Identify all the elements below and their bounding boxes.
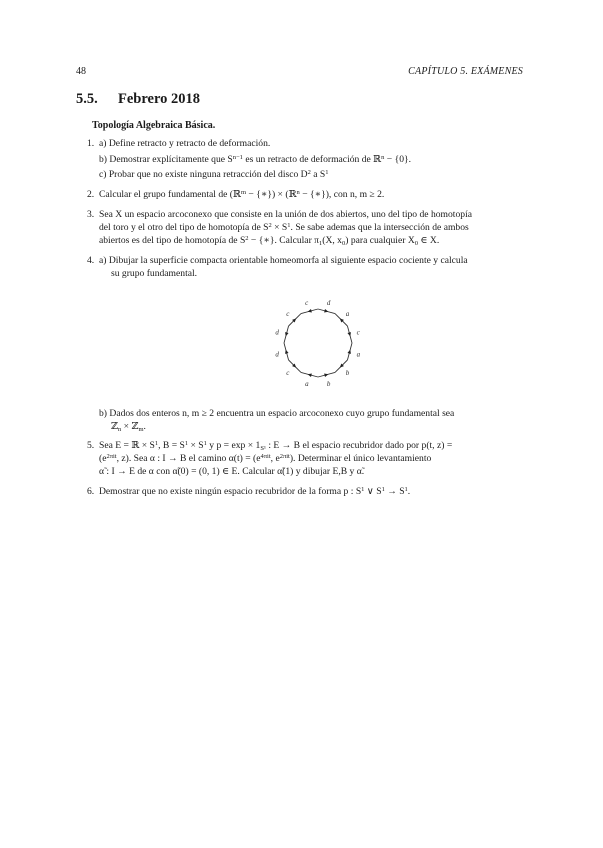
q5-l1a: Sea E = ℝ × S [99, 440, 155, 451]
section-title: Febrero 2018 [118, 91, 201, 107]
q3-l3i: ∈ X. [418, 235, 440, 246]
q1-c-sup2: 1 [325, 169, 329, 176]
q5-line3: α̃ : I → E de α con α̃(0) = (0, 1) ∈ E. Calcular α̃(1) y dibujar E,B y α̃. [99, 466, 365, 477]
q5-l2c: , z). Sea α : I → B el camino α(t) = (e [116, 453, 261, 464]
edge-label: c [286, 309, 290, 318]
q6-number: 6. [87, 486, 95, 497]
edge-label: d [326, 298, 331, 307]
q5-line2 [99, 453, 431, 465]
edge-label: a [305, 380, 309, 388]
q1-b-sup2: n [381, 154, 385, 161]
q5-l2a: (e [99, 453, 107, 464]
chapter-header: CAPÍTULO 5. EXÁMENES [408, 66, 523, 77]
edge-label: a [356, 350, 361, 359]
edge-label: d [275, 350, 279, 359]
q5-l2f: 2πit [279, 453, 290, 460]
q4-b2e: . [143, 421, 146, 432]
section-number: 5.5. [76, 91, 98, 107]
q4-number: 4. [87, 255, 95, 266]
edge-label: c [286, 369, 290, 378]
q3-l2a: del toro y el otro del tipo de homotopía de S [99, 222, 269, 233]
edge-label: b [345, 369, 350, 378]
q6-d: 1 [381, 486, 385, 493]
q5-number: 5. [87, 440, 95, 451]
q4-a-line2: su grupo fundamental. [111, 268, 198, 279]
q3-line2 [99, 222, 469, 234]
q5-l1f: 1 [203, 440, 207, 447]
q3-l3d: 1 [319, 240, 323, 247]
q6-g: . [407, 486, 411, 497]
q1-b-end: − {0}. [384, 154, 412, 165]
q3-l3e: (X, x [322, 235, 342, 246]
q4-b2d: m [138, 426, 144, 433]
q5-l1b: 1 [154, 440, 159, 447]
q3-l2b: 2 [268, 222, 272, 229]
q2 [87, 189, 384, 201]
q5-l1i: : E → B el espacio recubridor dado por p(t, z) = [265, 440, 453, 451]
q5-l1d: 1 [184, 440, 189, 447]
q1-b-text: b) Demostrar explícitamente que S [99, 154, 233, 165]
q4-b-line1: b) Dados dos enteros n, m ≥ 2 encuentra un espacio arcoconexo cuyo grupo fundamental sea [99, 408, 455, 419]
q3-number: 3. [87, 209, 95, 220]
q4-a-line1 [87, 255, 468, 267]
q6-e: → S [384, 486, 405, 497]
q4-b2c: × ℤ [121, 421, 139, 432]
q1-b-rest: es un retracto de deformación de ℝ [242, 154, 382, 165]
edge-label: c [356, 328, 360, 337]
page-number: 48 [76, 66, 86, 77]
q3-l3g: ) para cualquier X [345, 235, 415, 246]
q4-b2a: ℤ [111, 421, 119, 432]
q5-l1g: y p = exp × 1 [206, 440, 261, 451]
q3-l1: Sea X un espacio arcoconexo que consiste en la unión de dos abiertos, uno del tipo de homotopía [99, 209, 472, 220]
q1-b-sup: n−1 [232, 154, 243, 161]
q5-l1e: × S [188, 440, 204, 451]
q5-l2e: , e [270, 453, 280, 464]
q6-c: ∨ S [364, 486, 382, 497]
quotient-polygon-figure [268, 298, 368, 388]
q3-line3 [99, 235, 439, 247]
course-title: Topología Algebraica Básica. [92, 120, 216, 131]
q3-l3b: 2 [245, 235, 249, 242]
q5-l2b: 2πit [106, 453, 117, 460]
q2-end: − {∗}), con n, m ≥ 2. [299, 189, 385, 200]
q2-sup2: n [296, 189, 300, 196]
q1-c-sup: 2 [307, 169, 311, 176]
q3-line1 [87, 209, 472, 221]
q4-b-line2 [111, 421, 146, 433]
q6 [87, 486, 410, 498]
q1-number: 1. [87, 138, 95, 149]
polygon-arrows [285, 309, 351, 377]
q1-c-mid: a S [310, 169, 326, 180]
q3-l2d: 1 [287, 222, 291, 229]
q3-l3h: 0 [414, 240, 419, 247]
q5-l2d: 4πit [260, 453, 271, 460]
q2-mid: − {∗}) × (ℝ [246, 189, 297, 200]
q2-text: Calcular el grupo fundamental de (ℝ [99, 189, 241, 200]
q3-l2c: × S [271, 222, 288, 233]
q1-a-text: a) Define retracto y retracto de deformación. [99, 138, 271, 149]
edge-label: a [345, 309, 350, 318]
q4-b2b: n [118, 426, 122, 433]
q5-l1h: S¹ [260, 445, 266, 452]
q3-l2e: . Se sabe ademas que la intersección de ambos [290, 222, 469, 233]
q3-l3c: − {∗}. Calcular π [248, 235, 320, 246]
polygon-labels [275, 299, 360, 388]
q6-f: 1 [404, 486, 408, 493]
q1-c-text: c) Probar que no existe ninguna retracción del disco D [99, 169, 308, 180]
edge-label: c [305, 298, 309, 307]
q1-a [87, 138, 270, 150]
edge-label: d [275, 328, 279, 337]
q2-number: 2. [87, 189, 95, 200]
q5-l2g: ). Determinar el único levantamiento [289, 453, 432, 464]
q3-l3f: 0 [341, 240, 346, 247]
q1-b [99, 154, 411, 166]
q2-sup1: m [240, 189, 247, 196]
q5-l1c: , B = S [158, 440, 185, 451]
q6-a: Demostrar que no existe ningún espacio recubridor de la forma p : S [99, 486, 362, 497]
q6-b: 1 [361, 486, 365, 493]
edge-label: b [326, 380, 331, 388]
section-heading [76, 91, 200, 108]
q5-line1 [87, 440, 452, 452]
q3-l3a: abiertos es del tipo de homotopía de S [99, 235, 246, 246]
q1-c [99, 169, 329, 181]
q4-a1: a) Dibujar la superficie compacta orientable homeomorfa al siguiente espacio cociente y calcula [99, 255, 468, 266]
